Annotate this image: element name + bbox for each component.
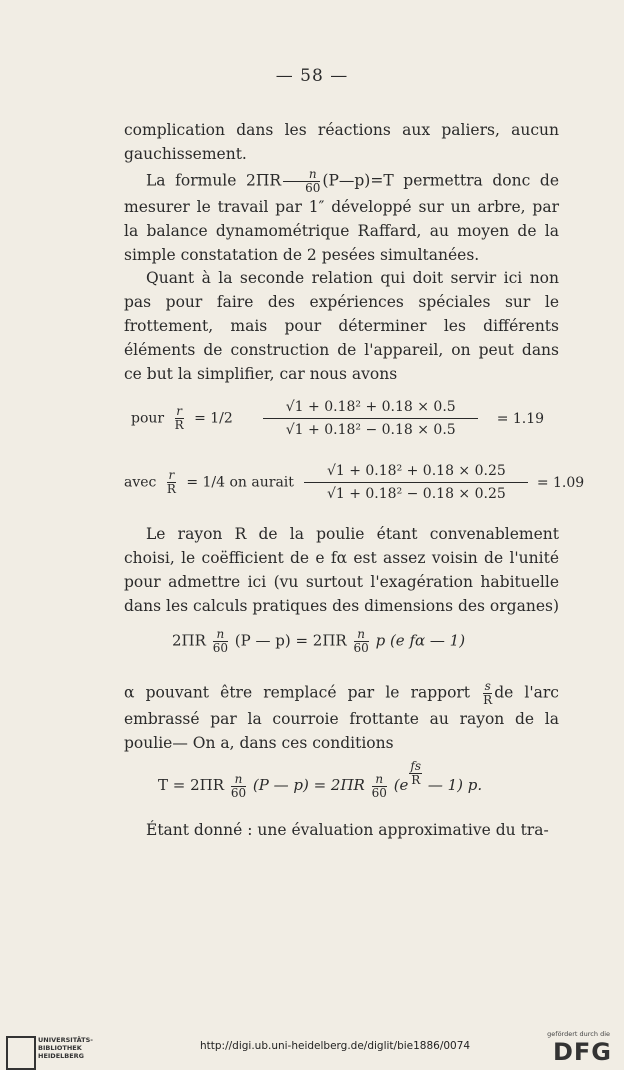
paragraph-1: complication dans les réactions aux paliers, aucun gauchissement.	[124, 121, 559, 163]
equation-3: 2ΠR $\frac{n}{60}$ (P — p) = 2ΠR $\frac{n}{60}$ p (e fα — 1)	[172, 627, 466, 655]
page-number: — 58 —	[275, 66, 349, 86]
paragraph-3: Quant à la seconde relation qui doit servir ici non pas pour faire des expériences spéciales sur le frottement, mais pour déterminer les différents éléments de construction de l'appareil, on peut dans ce but la simplifier, car nous avons	[124, 269, 559, 383]
source-url-link[interactable]: http://digi.ub.uni-heidelberg.de/diglit/bie1886/0074	[200, 1040, 471, 1052]
equation-4: T = 2ΠR $\frac{n}{60}$ (P — p) = 2ΠR $\frac{n}{60}$ (e $\frac{fs}{R}$ — 1) p.	[158, 759, 483, 800]
paragraph-2-rest: (P—p)=T permettra donc de mesurer le travail par 1″ développé sur un arbre, par la balance dynamométrique Raffard, au moyen de la simple constatation de 2 pesées simultanées.	[124, 171, 559, 264]
paragraph-4: Le rayon R de la poulie étant convenablement choisi, le coëfficient de e fα est assez voisin de l'unité pour admettre ici (vu surtout l'exagération habituelle dans les calculs pratiques des dimensions des organes)	[124, 525, 559, 615]
inline-fraction: $\frac{n}{60}$	[283, 168, 320, 195]
library-name: UNIVERSITÄTS- BIBLIOTHEK HEIDELBERG	[38, 1036, 93, 1060]
equation-2: avec $\frac{r}{R}$ = 1/4 on aurait $\frac{\text{√1 + 0.18² + 0.18 × 0.25}}{\text{√1 + 0.18² − 0.18 × 0.25}}$ = 1.09	[124, 463, 585, 502]
funding-note: gefördert durch die	[547, 1030, 610, 1038]
equation-1: pour $\frac{r}{R}$ = 1/2 $\frac{\text{√1 + 0.18² + 0.18 × 0.5}}{\text{√1 + 0.18² − 0.18 × 0.5}}$ = 1.19	[131, 399, 545, 438]
formula-inline-lead: La formule 2ΠR	[146, 171, 282, 190]
paragraph-2	[124, 168, 559, 267]
paragraph-6: Étant donné : une évaluation approximative du tra-	[146, 821, 549, 839]
library-logo-icon	[6, 1036, 36, 1070]
footer-bar	[0, 1030, 624, 1070]
dfg-logo: DFG	[552, 1038, 612, 1066]
paragraph-5: α pouvant être remplacé par le rapport $\frac{s}{R}$ de l'arc embrassé par la courroie frottante au rayon de la poulie— On a, dans ces conditions	[124, 679, 559, 752]
